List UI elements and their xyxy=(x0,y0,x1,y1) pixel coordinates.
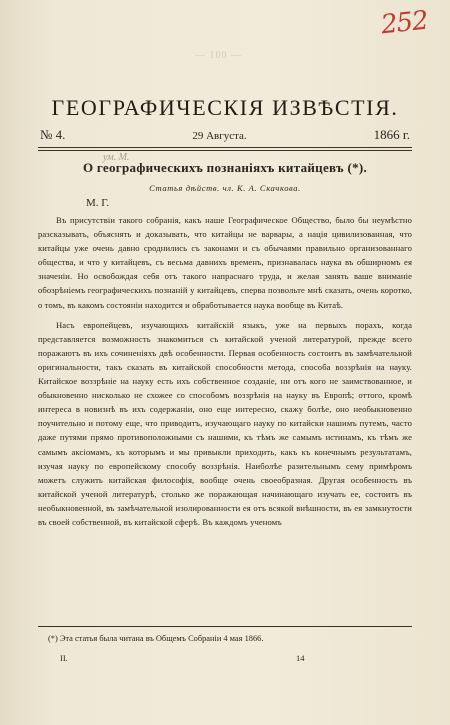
issue-date: 29 Августа. xyxy=(192,130,247,142)
faded-page-number: — 100 — xyxy=(195,50,242,61)
article-title: О географическихъ познаніяхъ китайцевъ (*). xyxy=(82,160,368,175)
signature-mark: II. xyxy=(60,653,68,663)
footnote-divider xyxy=(38,626,412,627)
page-number: 14 xyxy=(296,653,305,663)
journal-title: ГЕОГРАФИЧЕСКІЯ ИЗВѢСТІЯ. xyxy=(51,94,399,120)
salutation: М. Г. xyxy=(86,197,110,209)
issue-year: 1866 г. xyxy=(373,127,410,142)
footnote: (*) Эта статья была читана въ Общемъ Собраніи 4 мая 1866. xyxy=(48,634,264,643)
body-paragraph: Въ присутствіи такого собранія, какъ наше Географическое Общество, было бы неумѣстно разсказывать, объяснять и доказывать, что китайцы не варвары, а нація цивилизованная, что китайцы уже очень давно сроднились съ законами и съ обычаями правильно организованнаго общества, и что у китайцевъ, съ весьма давнихъ временъ, признавалась наука въ обширномъ ея значеніи. Но освобождая себя отъ такого напраснаго труда, и желая занять ваше вниманіе обозрѣніемъ географическихъ познаній у китайцевъ, сперва позвольте мнѣ сказать, очень коротко, о томъ, въ какомъ состояніи находится и обработывается наука вообще въ Китаѣ. xyxy=(38,215,412,310)
handwritten-archive-number: 252 xyxy=(379,5,430,41)
issue-number: № 4. xyxy=(40,127,66,142)
article-body xyxy=(38,213,412,529)
issue-meta-line xyxy=(40,127,410,143)
header-divider xyxy=(38,147,412,151)
pencil-annotation: ум. М. xyxy=(103,152,130,163)
body-paragraph: Насъ европейцевъ, изучающихъ китайскій языкъ, уже на первыхъ порахъ, когда представляется возможность знакомиться съ китайской ученой литературой, прежде всего поражаютъ въ ихъ сочиненіяхъ двѣ особенности. Первая особенность состоитъ въ замѣчательной оригинальности, такъ сказать въ китайской способности метода, способа воззрѣнія на науку. Китайское воззрѣніе на науку есть ихъ собственное созданіе, ни отъ кого не заимствованное, и обыкновенно нисколько не схожее со способомъ воззрѣнія на науку въ Европѣ; оттого, кромѣ интереса в новизнѣ въ ихъ содержаніи, оно еще интересно, скажу болѣе, оно необыкновенно поучительно и потому еще, что приводитъ, изучающаго науку по китайски нашимъ путемъ, часто даже путями прямо противоположными съ нашими, къ тѣмъ же самымъ истинамъ, къ тѣмъ же самымъ аксіомамъ, къ которымъ и мы привыкли приходить, какъ къ конечнымъ результатамъ, изучая науку по европейскому способу воззрѣнія. Наиболѣе разительнымъ сему примѣромъ можетъ служить китайская философія, вообще очень своеобразная. Другая особенность въ китайской ученой литературѣ, столько же поражающая начинающаго изучать ее, состоитъ въ необыкновенной, въ замѣчательной изолированности ея отъ всякой внѣшности, въ ея замкнутости въ своей собственной, въ китайской сферѣ. Въ каждомъ ученомъ xyxy=(38,319,412,527)
article-author: Статья дѣйств. чл. К. А. Скачкова. xyxy=(149,183,301,193)
